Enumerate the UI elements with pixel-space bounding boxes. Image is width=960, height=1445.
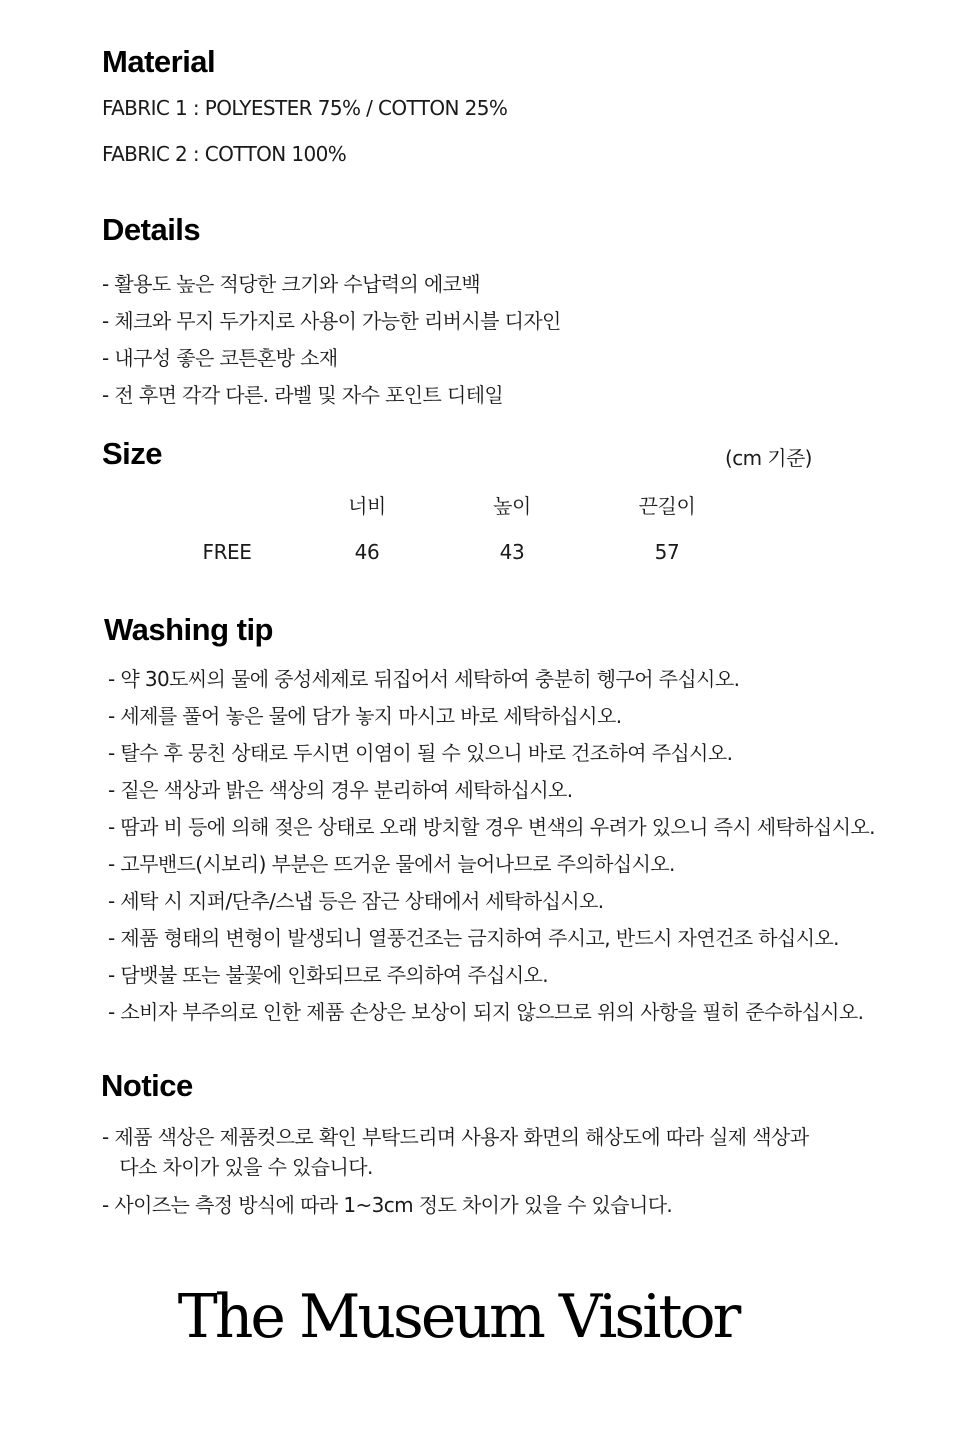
size-unit-note: (cm 기준) (725, 446, 812, 470)
washing-heading: Washing tip (104, 612, 273, 647)
size-col-header: 끈길이 (638, 494, 696, 518)
details-line: - 전 후면 각각 다른. 라벨 및 자수 포인트 디테일 (102, 383, 504, 407)
washing-line: - 제품 형태의 변형이 발생되니 열풍건조는 금지하여 주시고, 반드시 자연건조 하십시오. (108, 926, 839, 950)
washing-line: - 땀과 비 등에 의해 젖은 상태로 오래 방치할 경우 변색의 우려가 있으니 즉시 세탁하십시오. (108, 815, 875, 839)
washing-line: - 세제를 풀어 놓은 물에 담가 놓지 마시고 바로 세탁하십시오. (108, 704, 622, 728)
size-cell: 46 (354, 540, 380, 564)
notice-line: 다소 차이가 있을 수 있습니다. (102, 1155, 373, 1179)
size-heading: Size (102, 436, 163, 471)
notice-line: - 사이즈는 측정 방식에 따라 1~3cm 정도 차이가 있을 수 있습니다. (102, 1193, 673, 1217)
washing-line: - 탈수 후 뭉친 상태로 두시면 이염이 될 수 있으니 바로 건조하여 주십시오. (108, 741, 733, 765)
material-line: FABRIC 2 : COTTON 100% (102, 142, 347, 166)
size-cell: 57 (654, 540, 680, 564)
material-line: FABRIC 1 : POLYESTER 75% / COTTON 25% (102, 96, 508, 120)
notice-heading: Notice (101, 1068, 193, 1103)
washing-line: - 소비자 부주의로 인한 제품 손상은 보상이 되지 않으므로 위의 사항을 필히 준수하십시오. (108, 1000, 864, 1024)
washing-line: - 짙은 색상과 밝은 색상의 경우 분리하여 세탁하십시오. (108, 778, 573, 802)
size-cell: 43 (499, 540, 525, 564)
material-heading: Material (102, 44, 216, 79)
notice-line: - 제품 색상은 제품컷으로 확인 부탁드리며 사용자 화면의 해상도에 따라 실제 색상과 (102, 1125, 809, 1149)
washing-line: - 약 30도씨의 물에 중성세제로 뒤집어서 세탁하여 충분히 헹구어 주십시오. (108, 667, 740, 691)
washing-line: - 세탁 시 지퍼/단추/스냅 등은 잠근 상태에서 세탁하십시오. (108, 889, 604, 913)
details-line: - 활용도 높은 적당한 크기와 수납력의 에코백 (102, 272, 481, 296)
details-line: - 체크와 무지 두가지로 사용이 가능한 리버시블 디자인 (102, 309, 561, 333)
size-row-label: FREE (202, 540, 252, 564)
washing-line: - 담뱃불 또는 불꽃에 인화되므로 주의하여 주십시오. (108, 963, 549, 987)
washing-line: - 고무밴드(시보리) 부분은 뜨거운 물에서 늘어나므로 주의하십시오. (108, 852, 675, 876)
size-table (0, 490, 960, 570)
brand-logo-text: The Museum Visitor (177, 1282, 739, 1352)
size-col-header: 너비 (348, 494, 386, 518)
details-heading: Details (102, 212, 201, 247)
details-line: - 내구성 좋은 코튼혼방 소재 (102, 346, 338, 370)
size-col-header: 높이 (493, 494, 531, 518)
